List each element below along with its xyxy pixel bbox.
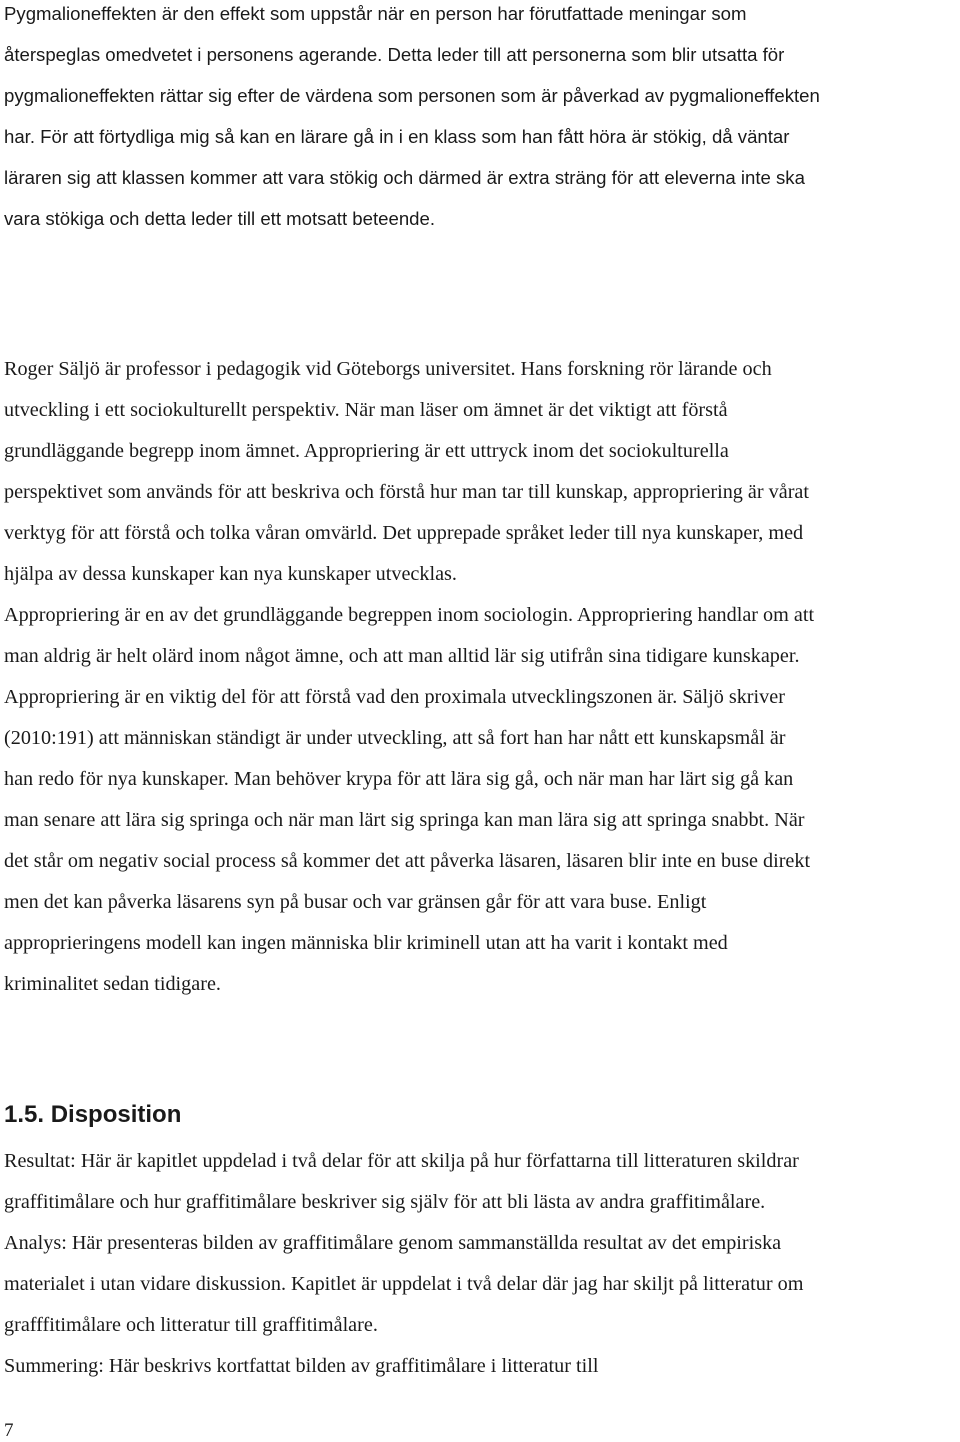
pygmalion-line-3: pygmalioneffekten rättar sig efter de värdena som personen som är påverkad av pygmalioneffekten: [4, 85, 820, 106]
disposition-line-2: graffitimålare och hur graffitimålare beskriver sig själv för att bli lästa av andra graffitimålare.: [4, 1191, 766, 1213]
page-number: 7: [4, 1420, 14, 1441]
saljo-line-3: grundläggande begrepp inom ämnet. Appropriering är ett uttryck inom det sociokulturella: [4, 440, 729, 462]
disposition-line-4: materialet i utan vidare diskussion. Kapitlet är uppdelat i två delar där jag har skiljt på litteratur om: [4, 1273, 804, 1295]
pygmalion-line-2: återspeglas omedvetet i personens agerande. Detta leder till att personerna som blir utsatta för: [4, 44, 785, 65]
saljo-line-5: verktyg för att förstå och tolka våran omvärld. Det upprepade språket leder till nya kunskaper, med: [4, 522, 804, 544]
saljo-line-8: man aldrig är helt olärd inom något ämne, och att man alltid lär sig utifrån sina tidigare kunskaper.: [4, 645, 800, 667]
saljo-line-10: (2010:191) att människan ständigt är under utveckling, att så fort han har nått ett kunskapsmål är: [4, 727, 786, 749]
saljo-line-7: Appropriering är en av det grundläggande begreppen inom sociologin. Appropriering handlar om att: [4, 604, 815, 626]
saljo-line-13: det står om negativ social process så kommer det att påverka läsaren, läsaren blir inte en buse direkt: [4, 850, 811, 872]
saljo-line-14: men det kan påverka läsarens syn på busar och var gränsen går för att vara buse. Enligt: [4, 891, 707, 913]
saljo-line-15: approprieringens modell kan ingen människa blir kriminell utan att ha varit i kontakt med: [4, 932, 728, 954]
disposition-line-6: Summering: Här beskrivs kortfattat bilden av graffitimålare i litteratur till: [4, 1355, 599, 1377]
disposition-line-3: Analys: Här presenteras bilden av graffitimålare genom sammanställda resultat av det empiriska: [4, 1232, 782, 1254]
saljo-line-4: perspektivet som används för att beskriva och förstå hur man tar till kunskap, appropriering är vårat: [4, 481, 810, 503]
saljo-line-12: man senare att lära sig springa och när man lärt sig springa kan man lära sig att springa snabbt. När: [4, 809, 805, 831]
disposition-line-1: Resultat: Här är kapitlet uppdelad i två delar för att skilja på hur författarna till litteraturen skildrar: [4, 1150, 799, 1172]
disposition-line-5: grafffitimålare och litteratur till graffitimålare.: [4, 1314, 378, 1336]
pygmalion-line-5: läraren sig att klassen kommer att vara stökig och därmed är extra sträng för att eleverna inte ska: [4, 167, 805, 188]
saljo-line-2: utveckling i ett sociokulturellt perspektiv. När man läser om ämnet är det viktigt att förstå: [4, 399, 728, 421]
saljo-line-11: han redo för nya kunskaper. Man behöver krypa för att lära sig gå, och när man har lärt sig gå kan: [4, 768, 794, 790]
pygmalion-line-4: har. För att förtydliga mig så kan en lärare gå in i en klass som han fått höra är stökig, då väntar: [4, 126, 790, 147]
saljo-line-9: Appropriering är en viktig del för att förstå vad den proximala utvecklingszonen är. Säljö skriver: [4, 686, 785, 708]
section-heading: 1.5. Disposition: [4, 1101, 182, 1128]
pygmalion-line-6: vara stökiga och detta leder till ett motsatt beteende.: [4, 208, 436, 229]
saljo-line-1: Roger Säljö är professor i pedagogik vid Göteborgs universitet. Hans forskning rör lärande och: [4, 358, 772, 380]
pygmalion-line-1: Pygmalioneffekten är den effekt som uppstår när en person har förutfattade meningar som: [4, 3, 747, 24]
saljo-line-16: kriminalitet sedan tidigare.: [4, 973, 221, 995]
saljo-line-6: hjälpa av dessa kunskaper kan nya kunskaper utvecklas.: [4, 563, 457, 585]
